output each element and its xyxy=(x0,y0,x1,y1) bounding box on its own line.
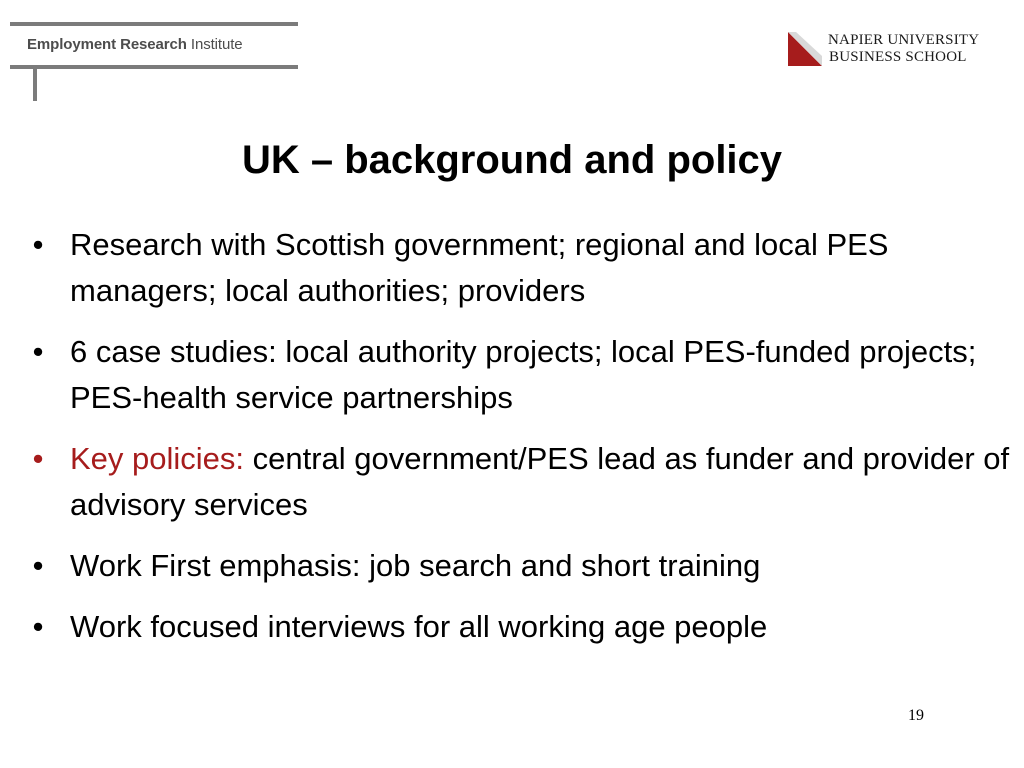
page-number: 19 xyxy=(908,707,924,724)
bullet-lead-text: Key policies: xyxy=(70,441,245,476)
header-vertical-rule xyxy=(33,65,37,101)
bullet-item xyxy=(28,329,1018,421)
slide-title: UK – background and policy xyxy=(241,138,783,182)
bullet-dot-icon: • xyxy=(32,609,44,644)
bullet-item xyxy=(28,604,1018,650)
institute-name-regular: Institute xyxy=(190,36,243,53)
institute-name-bold: Employment Research xyxy=(27,36,187,53)
bullet-text: 6 case studies: local authority projects; local PES-funded projects; PES-health service partnerships xyxy=(70,334,977,415)
header-bottom-rule xyxy=(10,65,298,69)
bullet-text: Work focused interviews for all working age people xyxy=(70,609,768,644)
bullet-text: central government/PES lead as funder and provider of advisory services xyxy=(70,441,1010,522)
institute-label xyxy=(27,36,243,53)
napier-logo-icon xyxy=(788,32,822,66)
university-line-1: NAPIER UNIVERSITY xyxy=(828,32,980,48)
university-name xyxy=(828,32,979,66)
bullet-item xyxy=(28,222,1018,314)
bullet-text: Work First emphasis: job search and short training xyxy=(70,548,761,583)
bullet-item xyxy=(28,543,1018,589)
university-line-2: BUSINESS SCHOOL xyxy=(829,49,967,65)
bullet-list xyxy=(28,222,1018,665)
bullet-dot-icon: • xyxy=(32,227,44,262)
bullet-item xyxy=(28,436,1018,528)
header-top-rule xyxy=(10,22,298,26)
bullet-text: Research with Scottish government; regional and local PES managers; local authorities; providers xyxy=(70,227,889,308)
bullet-dot-icon: • xyxy=(32,334,44,369)
bullet-dot-icon: • xyxy=(32,548,44,583)
bullet-dot-icon: • xyxy=(32,441,44,476)
